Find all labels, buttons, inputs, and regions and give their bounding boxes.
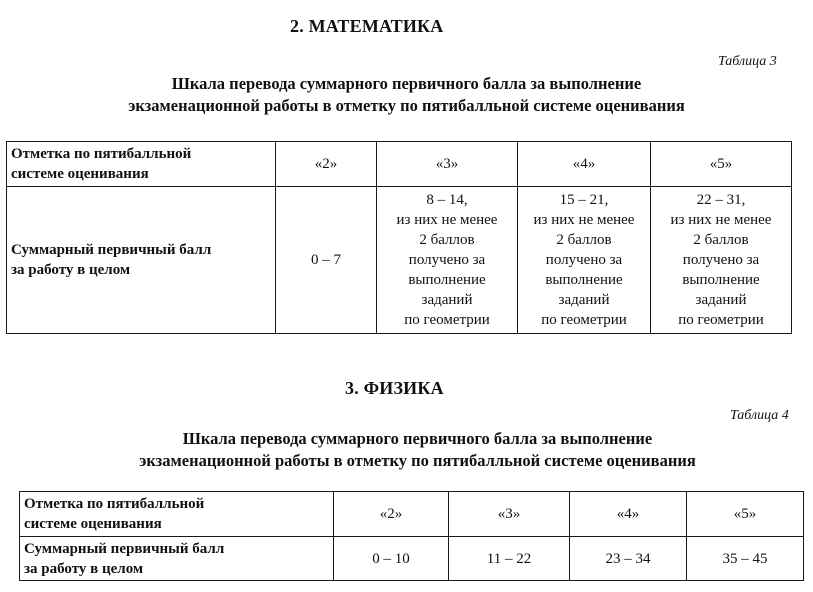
math-grade-row-header: Отметка по пятибалльной системе оценивания (7, 142, 276, 187)
physics-score-4: 23 – 34 (570, 537, 687, 581)
physics-score-2: 0 – 10 (334, 537, 449, 581)
math-score-3: 8 – 14, из них не менее 2 баллов получено за выполнение заданий по геометрии (377, 187, 518, 334)
physics-grade-row (20, 492, 804, 537)
math-caption-line2: экзаменационной работы в отметку по пятибалльной системе оценивания (128, 96, 685, 115)
physics-grade-row-header: Отметка по пятибалльной системе оценивания (20, 492, 334, 537)
math-grade-4: «4» (518, 142, 651, 187)
math-score-row (7, 187, 792, 334)
math-heading: 2. МАТЕМАТИКА (290, 16, 444, 36)
math-grade-3: «3» (377, 142, 518, 187)
math-score-row-header: Суммарный первичный балл за работу в целом (7, 187, 276, 334)
physics-grade-3: «3» (449, 492, 570, 537)
math-table-label: Таблица 3 (718, 54, 777, 69)
physics-score-row (20, 537, 804, 581)
physics-score-3: 11 – 22 (449, 537, 570, 581)
physics-heading: 3. ФИЗИКА (345, 378, 444, 398)
math-score-2: 0 – 7 (276, 187, 377, 334)
physics-grade-2: «2» (334, 492, 449, 537)
math-grade-row (7, 142, 792, 187)
physics-grade-4: «4» (570, 492, 687, 537)
physics-table-label: Таблица 4 (730, 408, 789, 423)
math-grade-5: «5» (651, 142, 792, 187)
physics-caption-line1: Шкала перевода суммарного первичного балла за выполнение (182, 429, 653, 448)
physics-grade-5: «5» (687, 492, 804, 537)
math-score-5: 22 – 31, из них не менее 2 баллов получено за выполнение заданий по геометрии (651, 187, 792, 334)
math-table (6, 141, 792, 334)
physics-score-5: 35 – 45 (687, 537, 804, 581)
math-grade-2: «2» (276, 142, 377, 187)
physics-caption (22, 428, 813, 472)
math-score-4: 15 – 21, из них не менее 2 баллов получено за выполнение заданий по геометрии (518, 187, 651, 334)
physics-score-row-header: Суммарный первичный балл за работу в целом (20, 537, 334, 581)
math-caption-line1: Шкала перевода суммарного первичного балла за выполнение (171, 74, 642, 93)
physics-table (19, 491, 804, 581)
math-caption (0, 73, 813, 117)
physics-caption-line2: экзаменационной работы в отметку по пятибалльной системе оценивания (139, 451, 696, 470)
